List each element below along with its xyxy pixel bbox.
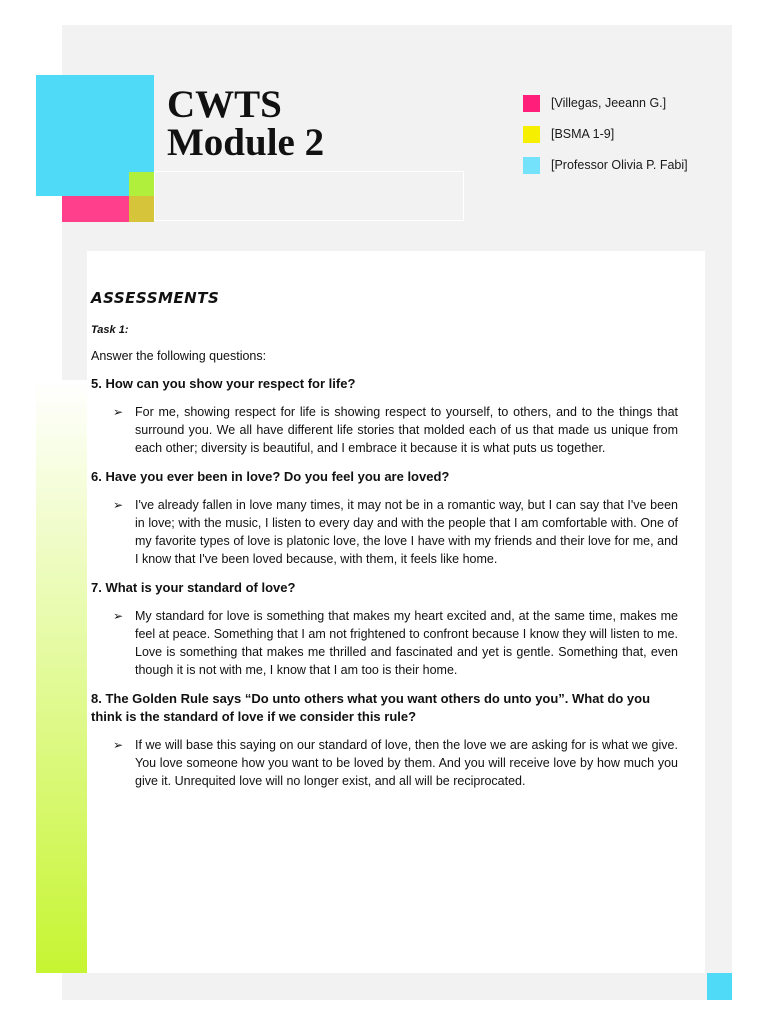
- answer-6: [91, 496, 678, 568]
- answer-7: [91, 607, 678, 679]
- title-line-2: Module 2: [167, 121, 325, 164]
- decorative-cyan-corner: [707, 973, 732, 1000]
- assessment-content: [87, 251, 705, 973]
- legend-item-name: [523, 93, 688, 113]
- decorative-magenta-bar: [62, 196, 129, 222]
- decorative-gradient-bar: [36, 380, 87, 973]
- author-info-legend: [523, 93, 688, 186]
- answer-text: If we will base this saying on our standard of love, then the love we are asking for is what we give. You love someone how you want to be loved by them. And you will receive love by how much you give it. Unrequited love will no longer exist, and all will be reciprocated.: [135, 738, 678, 788]
- legend-item-section: [523, 124, 688, 144]
- answer-text: I've already fallen in love many times, it may not be in a romantic way, but I can say that I've been in love; with the music, I listen to every day and with the people that I am comfortable with. One of my favorite types of love is platonic love, the love I have with my friends and their love for me, and I know that I've been loved because, with them, it feels like home.: [135, 498, 678, 566]
- legend-swatch-magenta: [523, 95, 540, 112]
- legend-swatch-cyan: [523, 157, 540, 174]
- arrow-bullet-icon: ➢: [113, 498, 124, 512]
- question-5: 5. How can you show your respect for life?: [91, 376, 356, 391]
- intro-text: Answer the following questions:: [91, 349, 267, 363]
- answer-5: [91, 403, 678, 457]
- legend-item-professor: [523, 155, 688, 175]
- question-6: 6. Have you ever been in love? Do you feel you are loved?: [91, 469, 450, 484]
- arrow-bullet-icon: ➢: [113, 609, 124, 623]
- arrow-bullet-icon: ➢: [113, 738, 124, 752]
- arrow-bullet-icon: ➢: [113, 405, 124, 419]
- decorative-lime-square: [129, 172, 154, 196]
- legend-label: [BSMA 1-9]: [551, 127, 615, 141]
- section-heading: ASSESSMENTS: [91, 289, 220, 307]
- legend-label: [Villegas, Jeeann G.]: [551, 96, 667, 110]
- answer-text: For me, showing respect for life is showing respect to yourself, to others, and to the things that surround you. We all have different life stories that molded each of us that made us unique from each other; diversity is beautiful, and I embrace it because it is what puts us together.: [135, 405, 678, 455]
- title-frame: [154, 171, 464, 221]
- question-8: 8. The Golden Rule says “Do unto others what you want others do unto you”. What do you think is the standard of love if we consider this rule?: [91, 691, 651, 724]
- answer-8: [91, 736, 678, 790]
- answer-text: My standard for love is something that makes my heart excited and, at the same time, makes me feel at peace. Something that I am not frightened to confront because I know they will listen to me. Love is something that makes me thrilled and fascinated and yet is gentle. Something that, even though it is not with me, I know that I am too is their home.: [135, 609, 678, 677]
- legend-label: [Professor Olivia P. Fabi]: [551, 158, 688, 172]
- title-line-1: CWTS: [167, 83, 282, 126]
- question-7: 7. What is your standard of love?: [91, 580, 296, 595]
- task-label: Task 1:: [91, 324, 129, 336]
- decorative-olive-square: [129, 196, 154, 222]
- page-title: [167, 83, 325, 164]
- legend-swatch-yellow: [523, 126, 540, 143]
